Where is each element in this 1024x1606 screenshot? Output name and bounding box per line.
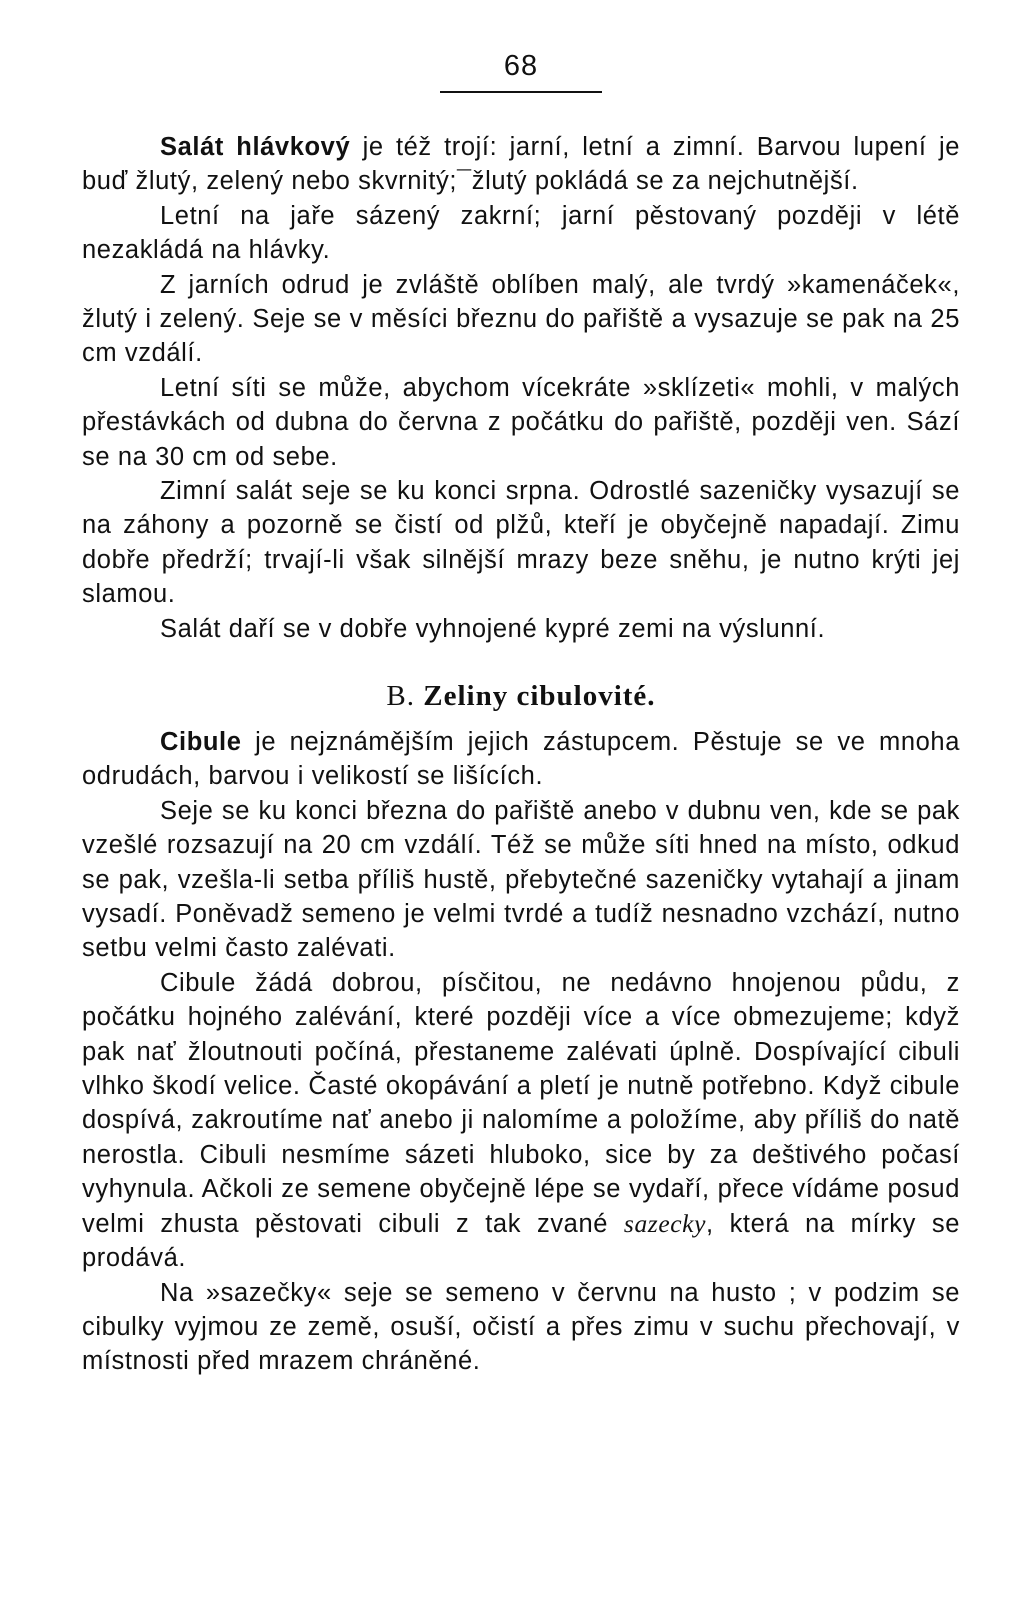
paragraph-text: Cibule žádá dobrou, písčitou, ne nedávno hnojenou půdu, z počátku hojného zalévání, které později více a více obmezujeme; když pak nať žloutnouti počíná, přestaneme zalévati úplně. Dospívající cibuli vlhko škodí velice. Časté okopávání a pletí je nutně potřebno. Když cibule dospívá, zakroutíme nať anebo ji nalomíme a položíme, aby příliš do natě nerostla. Cibuli nesmíme sázeti hluboko, sice by za deštivého počasí vyhynula. Ačkoli ze semene obyčejně lépe se vydaří, přece vídáme posud velmi zhusta pěstovati cibuli z tak zvané xyxy=(82,968,960,1238)
section-heading xyxy=(82,680,960,713)
paragraph-summer-sowing: Letní síti se může, abychom vícekráte »sklízeti« mohli, v malých přestávkách od dubna do června z počátku do pařiště, později ven. Sází se na 30 cm od sebe. xyxy=(82,373,960,471)
section-letter: B. xyxy=(386,680,416,712)
paragraph-text: je též trojí: jarní, letní a zimní. Barvou lupení je buď žlutý, zelený nebo skvrnitý;¯žlutý pokládá se za nejchutnější. xyxy=(82,133,960,196)
paragraph-onion-intro xyxy=(82,725,960,794)
paragraph-spring-varieties: Z jarních odrud je zvláště oblíben malý, ale tvrdý »kamenáček«, žlutý i zelený. Seje se v měsíci březnu do pařiště a vysazuje se pak na 25 cm vzdálí. xyxy=(82,270,960,368)
paragraph-summer-lettuce: Letní na jaře sázený zakrní; jarní pěstovaný později v létě nezakládá na hlávky. xyxy=(82,201,960,265)
paragraph-onion-sets: Na »sazečky« seje se semeno v červnu na husto ; v podzim se cibulky vyjmou ze země, osuší, očistí a přes zimu v suchu přechovají, v místnosti před mrazem chráněné. xyxy=(82,1278,960,1376)
onion-section xyxy=(82,725,960,1379)
paragraph-text: je nejznámějším jejich zástupcem. Pěstuje se ve mnoha odrudách, barvou i velikostí se lišících. xyxy=(82,728,960,791)
paragraph-winter-lettuce: Zimní salát seje se ku konci srpna. Odrostlé sazeničky vysazují se na záhony a pozorně se čistí od plžů, kteří je obyčejně napadají. Zimu dobře předrží; trvají-li však silnější mrazy beze sněhu, je nutno krýti jej slamou. xyxy=(82,477,960,609)
lettuce-section xyxy=(82,130,960,646)
section-title: Zeliny cibulovité. xyxy=(423,680,656,712)
paragraph-lettuce-types xyxy=(82,130,960,199)
term-sazecky: sazecky xyxy=(623,1208,706,1238)
paragraph-text: , která na mírky se prodává. xyxy=(82,1209,960,1273)
term-cibule: Cibule xyxy=(160,728,242,756)
paragraph-lettuce-soil: Salát daří se v dobře vyhnojené kypré zemi na výslunní. xyxy=(160,614,826,643)
page-number: 68 xyxy=(503,50,539,82)
page-number-rule xyxy=(440,91,602,93)
term-salat-hlavkovy: Salát hlávkový xyxy=(160,133,351,161)
paragraph-onion-care xyxy=(82,966,960,1276)
paragraph-onion-sowing: Seje se ku konci března do pařiště anebo v dubnu ven, kde se pak vzešlé rozsazují na 20 cm vzdálí. Též se může síti hned na místo, odkud se pak, vzešla-li setba příliš hustě, přebytečné sazeničky vytahají a jinam vysadí. Poněvadž semeno je velmi tvrdé a tudíž nesnadno vzchází, nutno setbu velmi často zalévati. xyxy=(82,796,960,963)
